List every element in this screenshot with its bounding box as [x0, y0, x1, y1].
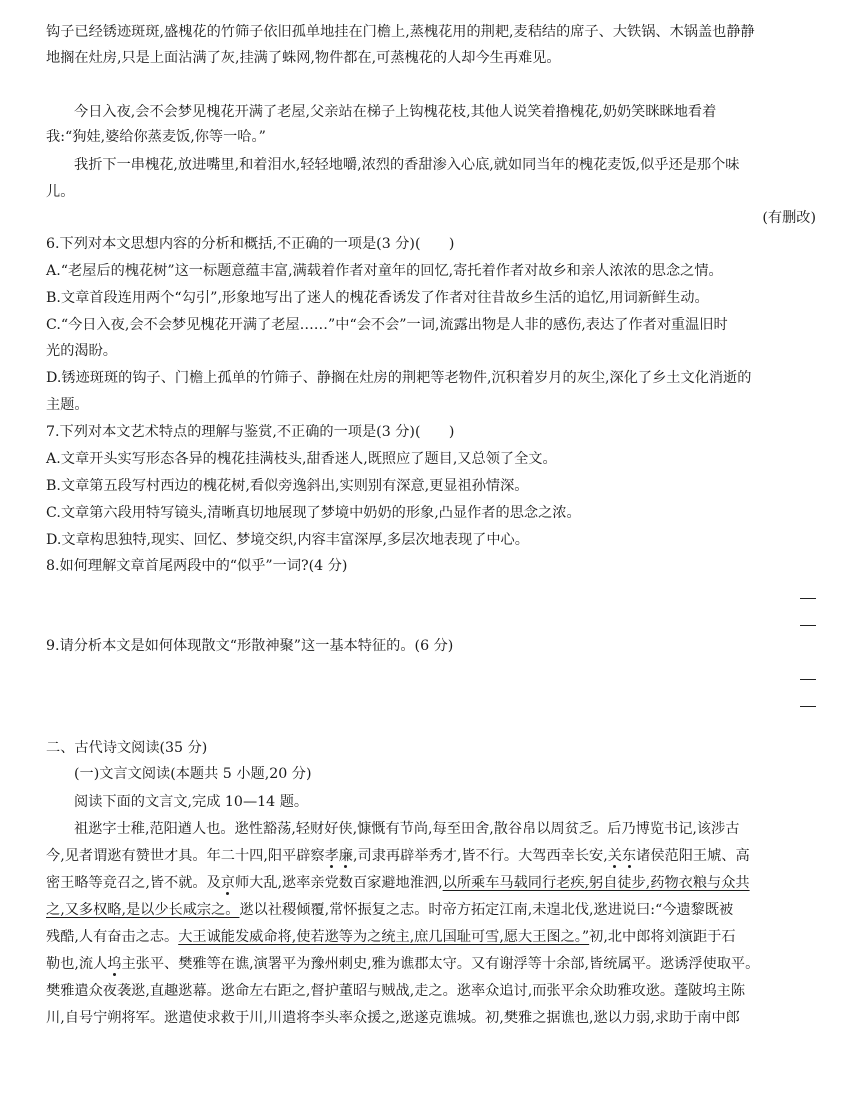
- question-8-stem: 8.如何理解文章首尾两段中的“似乎”一词?(4 分): [46, 558, 348, 574]
- emphasis-char: 东: [621, 848, 637, 864]
- q6-option-b: B.文章首段连用两个“勾引”,形象地写出了迷人的槐花香诱发了作者对往昔故乡生活的追忆,用词新鲜生动。: [46, 290, 709, 306]
- classical-text-line: 残酷,人有奋击之志。大王诚能发威命将,使若逖等为之统主,庶几国耻可雪,愿大王图之。”初,北中郎将刘演距于石: [46, 929, 736, 945]
- q7-option-c: C.文章第六段用特写镜头,清晰真切地展现了梦境中奶奶的形象,凸显作者的思念之浓。: [46, 505, 581, 521]
- underlined-sentence: 以所乘车马载同行老疾,躬自徒步,药物衣粮与众共: [442, 875, 750, 891]
- essay-line: 我:“狗娃,婆给你蒸麦饭,你等一哈。”: [46, 129, 266, 145]
- essay-line: 我折下一串槐花,放进嘴里,和着泪水,轻轻地嚼,浓烈的香甜渗入心底,就如同当年的槐花麦饭,似乎还是那个味: [74, 157, 740, 173]
- q6-option-c: C.“今日入夜,会不会梦见槐花开满了老屋……”中“会不会”一词,流露出物是人非的感伤,表达了作者对重温旧时: [46, 317, 728, 333]
- q7-option-b: B.文章第五段写村西边的槐花树,看似旁逸斜出,实则别有深意,更显祖孙情深。: [46, 478, 529, 494]
- classical-text-line: 祖逖字士稚,范阳遒人也。逖性豁荡,轻财好侠,慷慨有节尚,每至田舍,散谷帛以周贫乏。后乃博览书记,该涉古: [74, 821, 740, 837]
- answer-line[interactable]: [800, 706, 816, 707]
- q7-option-a: A.文章开头实写形态各异的槐花挂满枝头,甜香迷人,既照应了题目,又总领了全文。: [46, 451, 557, 467]
- essay-line: 今日入夜,会不会梦见槐花开满了老屋,父亲站在梯子上钩槐花枝,其他人说笑着撸槐花,奶奶笑眯眯地看着: [74, 104, 717, 120]
- essay-line: 地搁在灶房,只是上面沾满了灰,挂满了蛛网,物件都在,可蒸槐花的人却今生再难见。: [46, 50, 561, 66]
- underlined-sentence: 之,又多权略,是以少长咸宗之。: [46, 902, 240, 918]
- emphasis-char: 关: [607, 848, 622, 864]
- underlined-sentence: 大王诚能发威命将,使若逖等为之统主,庶几国耻可雪,愿大王图之。”: [178, 929, 590, 945]
- classical-text-line: 樊雅遣众夜袭逖,直趣逖幕。逖命左右距之,督护董昭与贼战,走之。逖率众追讨,而张平余众助雅攻逖。蓬陂坞主陈: [46, 983, 746, 999]
- source-note: (有删改): [762, 210, 816, 226]
- question-6-stem: 6.下列对本文思想内容的分析和概括,不正确的一项是(3 分)( ): [46, 236, 455, 252]
- emphasis-char: 孝: [324, 848, 339, 864]
- answer-line[interactable]: [800, 679, 816, 680]
- q6-option-d-cont: 主题。: [46, 397, 89, 413]
- emphasis-char: 京: [220, 875, 235, 891]
- question-9-stem: 9.请分析本文是如何体现散文“形散神聚”这一基本特征的。(6 分): [46, 638, 454, 654]
- answer-line[interactable]: [800, 598, 816, 599]
- essay-line: 儿。: [46, 184, 75, 200]
- q6-option-c-cont: 光的渴盼。: [46, 343, 117, 359]
- subsection-heading: (一)文言文阅读(本题共 5 小题,20 分): [74, 766, 312, 782]
- answer-line[interactable]: [800, 625, 816, 626]
- q7-option-d: D.文章构思独特,现实、回忆、梦境交织,内容丰富深厚,多层次地表现了中心。: [46, 532, 529, 548]
- question-7-stem: 7.下列对本文艺术特点的理解与鉴赏,不正确的一项是(3 分)( ): [46, 424, 455, 440]
- classical-text-line: 密王略等竞召之,皆不就。及京师大乱,逖率亲党数百家避地淮泗,以所乘车马载同行老疾,躬自徒步,药物衣粮与众共: [46, 875, 750, 891]
- classical-text-line: 之,又多权略,是以少长咸宗之。逖以社稷倾覆,常怀振复之志。时帝方拓定江南,未遑北伐,逖进说曰:“今遗黎既被: [46, 902, 734, 918]
- emphasis-char: 坞: [107, 956, 122, 972]
- emphasis-char: 廉: [338, 848, 353, 864]
- classical-text-line: 勒也,流人坞主张平、樊雅等在谯,演署平为豫州刺史,雅为谯郡太守。又有谢浮等十余部,皆统属平。逖诱浮使取平。: [46, 956, 760, 972]
- section-heading: 二、古代诗文阅读(35 分): [46, 740, 208, 756]
- q6-option-d: D.锈迹斑斑的钩子、门檐上孤单的竹筛子、静搁在灶房的荆耙等老物件,沉积着岁月的灰尘,深化了乡土文化消逝的: [46, 370, 752, 386]
- classical-text-line: 今,见者谓逖有赞世才具。年二十四,阳平辟察孝廉,司隶再辟举秀才,皆不行。大驾西幸长安,关东诸侯范阳王虓、高: [46, 848, 750, 864]
- reading-instruction: 阅读下面的文言文,完成 10—14 题。: [74, 794, 309, 810]
- classical-text-line: 川,自号宁朔将军。逖遣使求救于川,川遣将李头率众援之,逖遂克谯城。初,樊雅之据谯也,逖以力弱,求助于南中郎: [46, 1010, 740, 1026]
- essay-line: 钩子已经锈迹斑斑,盛槐花的竹筛子依旧孤单地挂在门檐上,蒸槐花用的荆耙,麦秸结的席子、大铁锅、木锅盖也静静: [46, 24, 755, 40]
- q6-option-a: A.“老屋后的槐花树”这一标题意蕴丰富,满载着作者对童年的回忆,寄托着作者对故乡和亲人浓浓的思念之情。: [46, 263, 723, 279]
